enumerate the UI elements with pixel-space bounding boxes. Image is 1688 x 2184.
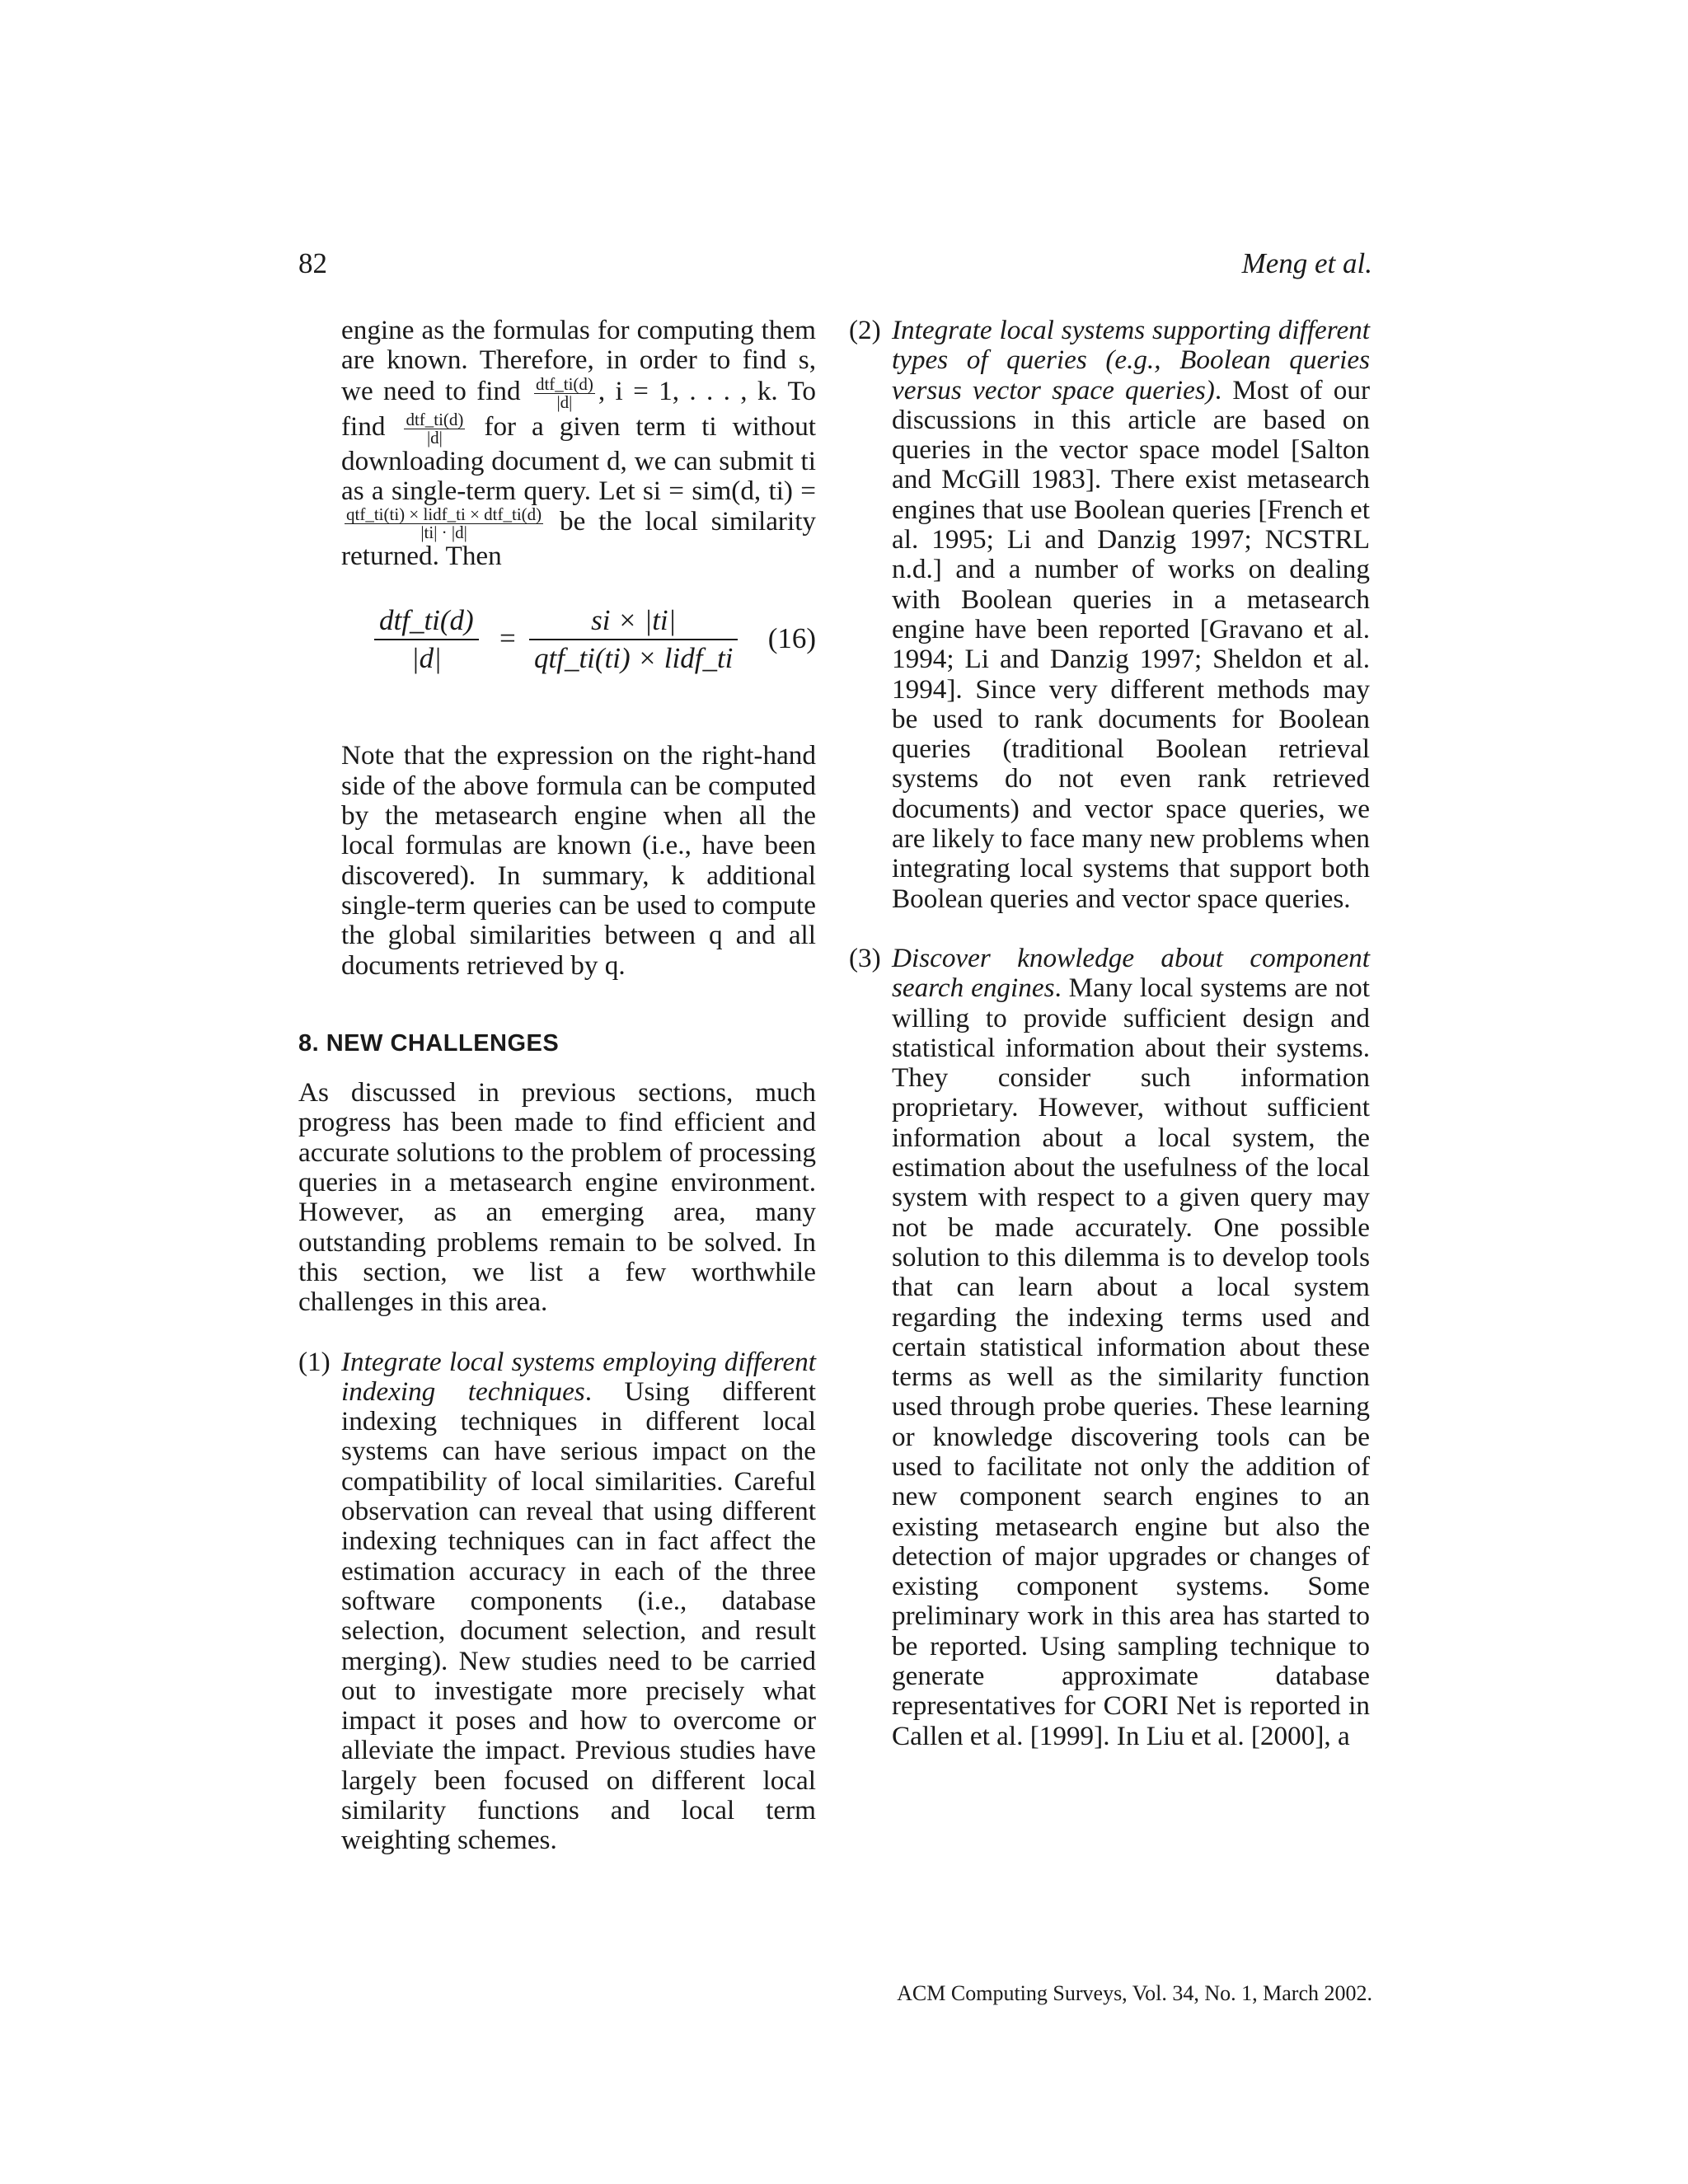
left-column [298,316,816,1856]
paragraph-challenges-intro: As discussed in previous sections, much progress has been made to find efficient and accurate solutions to the problem of processing queries in a metasearch engine environment. However, as an emerging area, many outstanding problems remain to be solved. In this section, we list a few worthwhile challenges in this area. [298,1077,816,1318]
equation-equals: = [499,622,516,655]
paragraph-note: Note that the expression on the right-hand side of the above formula can be computed by the metasearch engine when all the local formulas are known (i.e., have been discovered). In summary, k additional single-term queries can be used to compute the global similarities between q and all documents retrieved by q. [341,740,816,981]
equation-numerator: dtf_ti(d) [374,602,479,640]
list-item-title: Integrate local systems supporting different types of queries (e.g., Boolean queries versus vector space queries) [892,315,1370,405]
equation-16 [341,594,816,718]
running-head: Meng et al. [1241,247,1372,279]
inline-fraction-3 [345,506,543,541]
fraction-numerator: dtf_ti(d) [535,373,593,394]
list-item-text: . Most of our discussions in this article are based on queries in the vector space model [Salton and McGill 1983]. There exist metasearch engines that use Boolean queries [French et al. 1995; Li and Danzig 1997; NCSTRL n.d.] and a number of works on dealing with Boolean queries in a metasearch engine have been reported [Gravano et al. 1994; Li and Danzig 1997; Sheldon et al. 1994]. Since very different methods may be used to rank documents for Boolean queries (traditional Boolean retrieval systems do not even rank retrieved documents) and vector space queries, we are likely to face many new problems when integrating local systems that support both Boolean queries and vector space queries. [892,374,1370,914]
list-number: (1) [298,1346,331,1377]
equation-denominator: qtf_ti(ti) × lidf_ti [534,642,734,675]
list-item-text: . Using different indexing techniques in different local systems can have serious impact on the compatibility of local similarities. Careful observation can reveal that using different indexing techniques can in fact affect the estimation accuracy in each of the three software components (i.e., database selection, document selection, and result merging). New studies need to be carried out to investigate more precisely what impact it poses and how to overcome or alleviate the impact. Previous studies have largely been focused on different local similarity functions and local term weighting schemes. [341,1376,817,1856]
inline-fraction-1 [534,373,595,412]
spacer [849,914,1370,944]
list-item-2 [849,316,1370,914]
fraction-denominator: |ti| · |d| [420,523,467,543]
spacer [298,1318,816,1347]
list-item-text: . Many local systems are not willing to provide sufficient design and statistical information about their systems. They consider such information proprietary. However, without sufficient information about a local system, the estimation about the usefulness of the local system with respect to a given query may not be made accurately. One possible solution to this dilemma is to develop tools that can learn about a local system regarding the indexing terms used and certain statistical information about these terms as well as the similarity function used through probe queries. These learning or knowledge discovering tools can be used to facilitate not only the addition of new component search engines to an existing metasearch engine but also the detection of major upgrades or changes of existing component systems. Some preliminary work in this area has started to be reported. Using sampling technique to generate approximate database representatives for CORI Net is reported in Callen et al. [1999]. In Liu et al. [2000], a [892,972,1370,1751]
equation-lhs [374,602,479,677]
footer-citation: ACM Computing Surveys, Vol. 34, No. 1, March 2002. [897,1981,1372,2005]
text-span: , i = 1, . . . , k. To find [341,375,817,442]
fraction-denominator: |d| [556,391,573,412]
fraction-numerator: qtf_ti(ti) × lidf_ti × dtf_ti(d) [346,504,542,525]
text-span: be the local similarity returned. Then [341,506,817,572]
list-number: (2) [849,315,881,345]
equation-denominator: |d| [410,642,442,675]
list-item-3 [849,944,1370,1751]
text-span: engine as the formulas for computing them are known. Therefore, in order to find s, we need to find [341,315,816,406]
fraction-numerator: dtf_ti(d) [406,409,464,429]
paragraph-formula-intro [298,316,816,571]
page-number: 82 [298,247,327,279]
inline-fraction-2 [404,411,465,447]
list-item-1 [298,1347,816,1856]
list-number: (3) [849,942,881,973]
equation-rhs [529,602,738,677]
equation-numerator: si × |ti| [529,602,738,640]
text-span: for a given term ti without downloading document d, we can submit ti as a single-term query. Let si = sim(d, ti) = [341,410,817,506]
section-title: 8. NEW CHALLENGES [298,1029,560,1057]
fraction-denominator: |d| [426,427,443,448]
equation-number: (16) [767,622,816,655]
list-item-title: Discover knowledge about component search engines [892,942,1370,1004]
list-item-title: Integrate local systems employing different indexing techniques [341,1346,816,1407]
right-column [849,316,1370,1751]
